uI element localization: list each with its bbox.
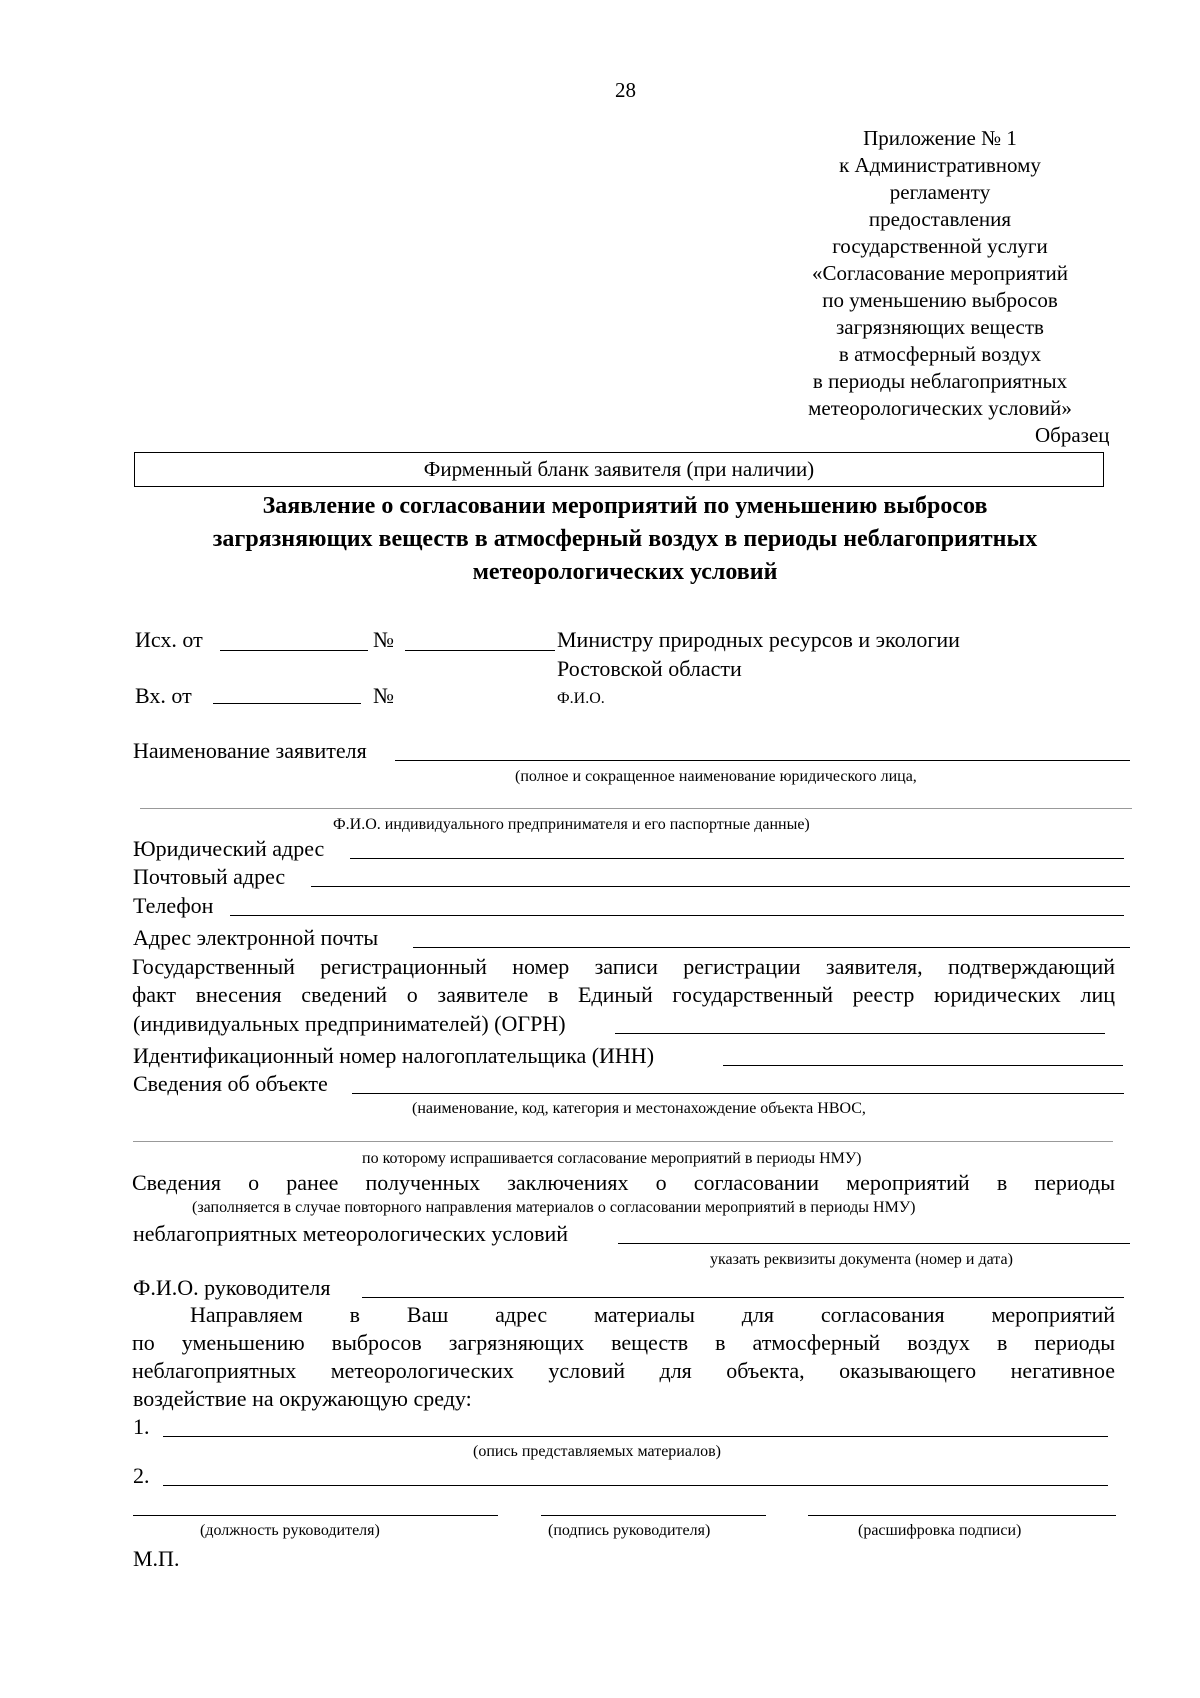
inn-label: Идентификационный номер налогоплательщика (ИНН) bbox=[133, 1043, 655, 1068]
appendix-line: «Согласование мероприятий bbox=[811, 261, 1069, 285]
stamp-label: М.П. bbox=[133, 1546, 180, 1571]
appendix-line: регламенту bbox=[889, 180, 991, 204]
applicant-name-hint: (полное и сокращенное наименование юридического лица, bbox=[515, 768, 917, 785]
body-line4: воздействие на окружающую среду: bbox=[133, 1386, 472, 1411]
object-label: Сведения об объекте bbox=[133, 1071, 328, 1096]
position-line[interactable] bbox=[133, 1515, 498, 1516]
addressee-line1: Министру природных ресурсов и экологии bbox=[557, 627, 960, 652]
decoding-line[interactable] bbox=[808, 1515, 1116, 1516]
outgoing-date-line[interactable] bbox=[220, 650, 368, 651]
outgoing-number-line[interactable] bbox=[405, 650, 555, 651]
phone-line[interactable] bbox=[230, 915, 1124, 916]
signature-line[interactable] bbox=[541, 1515, 766, 1516]
applicant-name-label: Наименование заявителя bbox=[133, 738, 367, 763]
letterhead-box bbox=[134, 452, 1104, 487]
outgoing-label: Исх. от bbox=[135, 627, 203, 652]
appendix-line: в периоды неблагоприятных bbox=[812, 369, 1068, 393]
appendix-line: по уменьшению выбросов bbox=[822, 288, 1058, 312]
materials-hint: (опись представляемых материалов) bbox=[473, 1443, 721, 1460]
ogrn-line[interactable] bbox=[615, 1033, 1105, 1034]
title-line: метеорологических условий bbox=[472, 559, 778, 585]
title-line: Заявление о согласовании мероприятий по уменьшению выбросов bbox=[262, 493, 988, 519]
object-hint2: по которому испрашивается согласование мероприятий в периоды НМУ) bbox=[362, 1150, 862, 1167]
head-fio-line[interactable] bbox=[362, 1297, 1124, 1298]
previous-line1: Сведения о ранее полученных заключениях о согласовании мероприятий в периоды bbox=[132, 1170, 1115, 1195]
addressee-line2: Ростовской области bbox=[557, 656, 742, 681]
previous-hint: (заполняется в случае повторного направления материалов о согласовании мероприятий в периоды НМУ) bbox=[192, 1199, 916, 1216]
outgoing-number-sign: № bbox=[373, 627, 394, 652]
previous-line[interactable] bbox=[618, 1243, 1130, 1244]
body-line3: неблагоприятных метеорологических условий для объекта, оказывающего негативное bbox=[132, 1358, 1115, 1383]
applicant-name-line[interactable] bbox=[395, 760, 1130, 761]
applicant-name-hint2: Ф.И.О. индивидуального предпринимателя и его паспортные данные) bbox=[333, 816, 810, 833]
sample-label: Образец bbox=[1035, 423, 1110, 447]
materials-item1: 1. bbox=[133, 1414, 150, 1439]
previous-line2: неблагоприятных метеорологических условий bbox=[133, 1221, 569, 1246]
position-caption: (должность руководителя) bbox=[200, 1522, 380, 1539]
inn-line[interactable] bbox=[723, 1065, 1123, 1066]
incoming-date-line[interactable] bbox=[213, 703, 361, 704]
head-fio-label: Ф.И.О. руководителя bbox=[133, 1275, 331, 1300]
addressee-fio: Ф.И.О. bbox=[557, 690, 605, 707]
ogrn-label: (индивидуальных предпринимателей) (ОГРН) bbox=[133, 1011, 566, 1036]
decoding-caption: (расшифровка подписи) bbox=[858, 1522, 1022, 1539]
appendix-block bbox=[760, 125, 1120, 422]
letterhead-label: Фирменный бланк заявителя (при наличии) bbox=[423, 457, 815, 481]
signature-caption: (подпись руководителя) bbox=[548, 1522, 711, 1539]
appendix-line: метеорологических условий» bbox=[808, 396, 1072, 420]
document-title bbox=[100, 490, 1150, 589]
object-line[interactable] bbox=[352, 1093, 1124, 1094]
materials-item2-line[interactable] bbox=[163, 1485, 1108, 1486]
page-number: 28 bbox=[615, 78, 636, 102]
legal-address-label: Юридический адрес bbox=[133, 836, 325, 861]
email-line[interactable] bbox=[413, 947, 1130, 948]
appendix-line: загрязняющих веществ bbox=[836, 315, 1044, 339]
title-line: загрязняющих веществ в атмосферный воздух в периоды неблагоприятных bbox=[212, 526, 1038, 552]
legal-address-line[interactable] bbox=[350, 858, 1124, 859]
materials-item1-line[interactable] bbox=[163, 1436, 1108, 1437]
postal-address-label: Почтовый адрес bbox=[133, 864, 286, 889]
ogrn-line2: факт внесения сведений о заявителе в Единый государственный реестр юридических лиц bbox=[132, 982, 1115, 1007]
object-line2[interactable] bbox=[133, 1141, 1113, 1142]
appendix-line: предоставления bbox=[868, 207, 1012, 231]
phone-label: Телефон bbox=[133, 893, 214, 918]
incoming-number-sign: № bbox=[373, 683, 394, 708]
appendix-line: Приложение № 1 bbox=[863, 126, 1017, 150]
previous-hint2: указать реквизиты документа (номер и дата) bbox=[710, 1251, 1013, 1268]
email-label: Адрес электронной почты bbox=[133, 925, 379, 950]
incoming-label: Вх. от bbox=[135, 683, 192, 708]
object-hint1: (наименование, код, категория и местонахождение объекта НВОС, bbox=[412, 1100, 866, 1117]
postal-address-line[interactable] bbox=[311, 886, 1130, 887]
appendix-line: в атмосферный воздух bbox=[838, 342, 1042, 366]
appendix-line: к Административному bbox=[839, 153, 1041, 177]
ogrn-line1: Государственный регистрационный номер записи регистрации заявителя, подтверждающий bbox=[132, 954, 1115, 979]
applicant-name-line2[interactable] bbox=[140, 808, 1132, 809]
appendix-line: государственной услуги bbox=[832, 234, 1048, 258]
body-line2: по уменьшению выбросов загрязняющих веществ в атмосферный воздух в периоды bbox=[132, 1330, 1115, 1355]
materials-item2: 2. bbox=[133, 1463, 150, 1488]
body-line1: Направляем в Ваш адрес материалы для согласования мероприятий bbox=[190, 1302, 1115, 1327]
